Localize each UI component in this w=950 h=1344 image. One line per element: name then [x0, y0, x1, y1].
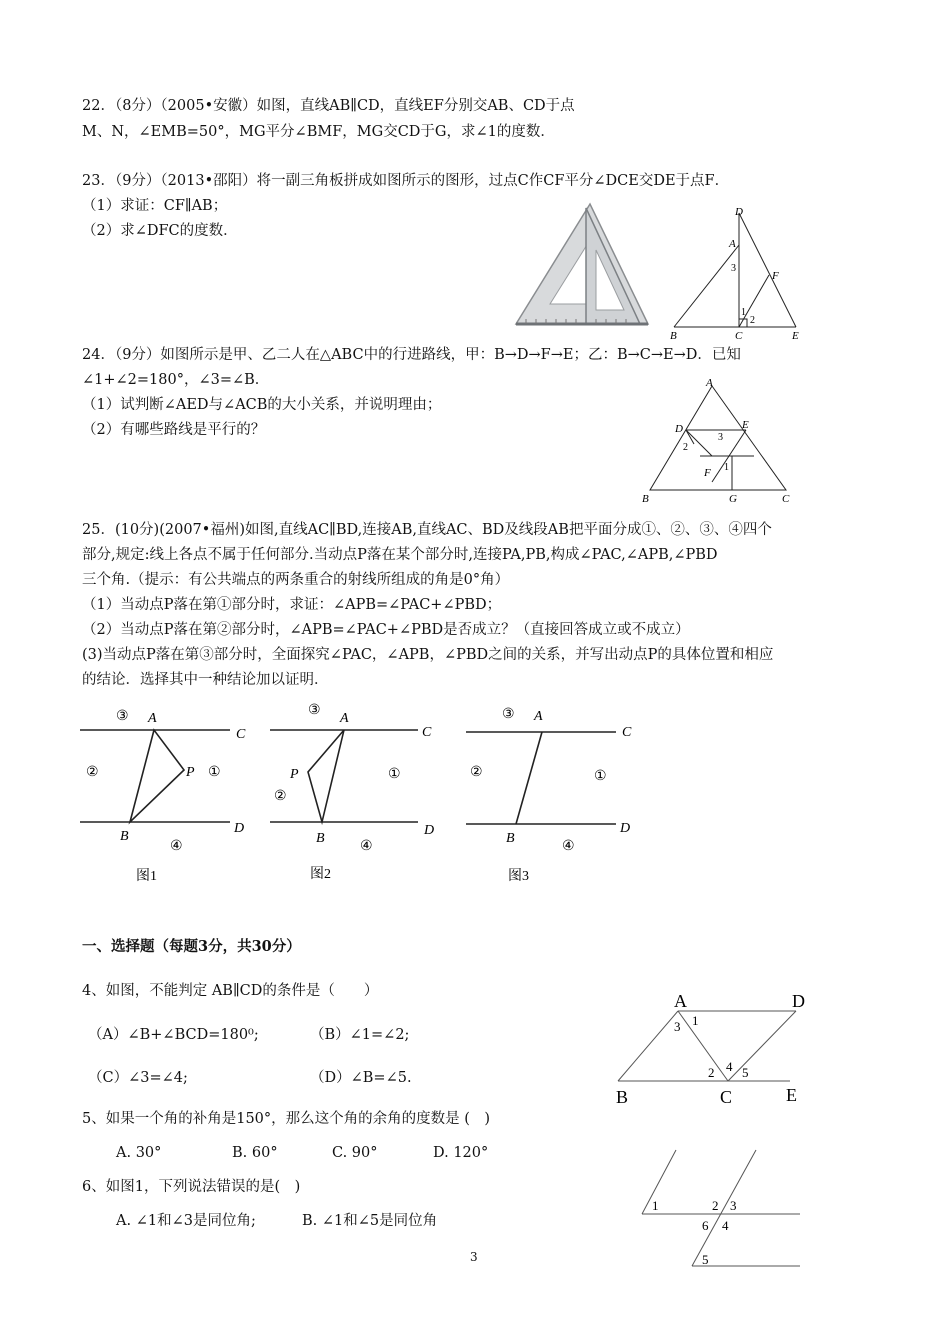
page-number: 3	[470, 1250, 478, 1264]
fig2-label-A: A	[340, 711, 349, 726]
fig2-label-B: B	[316, 831, 325, 846]
q4-option-c: （C）∠3=∠4;	[88, 1070, 188, 1086]
q4-label-A: A	[674, 991, 687, 1011]
q23-label-A: A	[729, 238, 736, 250]
q25-figure-1	[78, 700, 258, 890]
q4-option-b: （B）∠1=∠2;	[310, 1027, 410, 1043]
q23-label-3: 3	[731, 263, 736, 274]
fig3-region-4: ④	[562, 839, 575, 854]
q5-option-a: A. 30°	[116, 1145, 162, 1161]
fig3-label-C: C	[622, 725, 632, 740]
q24-sub1: （1）试判断∠AED与∠ACB的大小关系，并说明理由；	[82, 397, 442, 413]
q4-stem: 4、如图，不能判定 AB∥CD的条件是（ ）	[82, 983, 379, 999]
q25-line3: 三个角.（提示：有公共端点的两条重合的射线所组成的角是0°角）	[82, 572, 510, 588]
fig1-label-B: B	[120, 829, 129, 844]
q5-option-b: B. 60°	[232, 1145, 278, 1161]
q24-sub2: （2）有哪些路线是平行的？	[82, 422, 266, 438]
fig3-label-B: B	[506, 831, 515, 846]
q4-label-4: 4	[726, 1059, 733, 1074]
q4-label-E: E	[786, 1085, 797, 1105]
q4-label-C: C	[720, 1087, 733, 1107]
q24-label-D: D	[675, 423, 683, 435]
fig1-region-1: ①	[208, 765, 221, 780]
q23-label-1: 1	[741, 307, 746, 318]
fig1-label-D: D	[234, 821, 245, 836]
fig2-label-P: P	[290, 767, 299, 782]
q6-label-2: 2	[712, 1198, 719, 1213]
q4-label-B: B	[616, 1087, 629, 1107]
q24-line1: 24．（9分）如图所示是甲、乙二人在△ABC中的行进路线，甲：B→D→F→E；乙：B→C→E→D．已知	[82, 347, 741, 363]
fig3-label-D: D	[620, 821, 631, 836]
q4-option-a: （A）∠B+∠BCD=180⁰;	[88, 1027, 259, 1043]
q22-line1: 22．（8分）（2005•安徽）如图，直线AB∥CD，直线EF分别交AB、CD于点	[82, 98, 575, 114]
q23-label-E: E	[792, 330, 799, 342]
q6-label-5: 5	[702, 1252, 709, 1267]
fig3-caption: 图3	[508, 869, 529, 884]
q6-label-3: 3	[730, 1198, 737, 1213]
q25-sub3: (3)当动点P落在第③部分时，全面探究∠PAC，∠APB，∠PBD之间的关系，并写出动点P的具体位置和相应	[82, 647, 774, 663]
q6-stem: 6、如图1，下列说法错误的是( )	[82, 1179, 301, 1195]
q23-label-2: 2	[750, 315, 755, 326]
q6-option-b: B. ∠1和∠5是同位角	[302, 1213, 438, 1229]
q6-label-4: 4	[722, 1218, 729, 1233]
q25-line2: 部分,规定:线上各点不属于任何部分.当动点P落在某个部分时,连接PA,PB,构成∠PAC,∠APB,∠PBD	[82, 547, 718, 563]
fig2-label-C: C	[422, 725, 432, 740]
q5-stem: 5、如果一个角的补角是150°，那么这个角的余角的度数是 ( )	[82, 1111, 491, 1127]
fig1-label-P: P	[186, 765, 195, 780]
fig2-region-2: ②	[274, 789, 287, 804]
q25-figure-2	[266, 700, 446, 890]
q22-line2: M、N，∠EMB=50°，MG平分∠BMF，MG交CD于G，求∠1的度数．	[82, 124, 555, 140]
set-square-photo	[512, 200, 652, 330]
q25-sub2: （2）当动点P落在第②部分时，∠APB=∠PAC+∠PBD是否成立？（直接回答成立或不成立）	[82, 622, 690, 638]
fig2-label-D: D	[424, 823, 435, 838]
q4-figure	[610, 985, 820, 1110]
fig1-label-A: A	[148, 711, 157, 726]
q6-option-a: A. ∠1和∠3是同位角;	[116, 1213, 256, 1229]
q6-label-6: 6	[702, 1218, 709, 1233]
fig2-region-1: ①	[388, 767, 401, 782]
q24-label-B: B	[642, 493, 649, 505]
q24-line2: ∠1+∠2=180°，∠3=∠B．	[82, 372, 270, 388]
fig3-region-3: ③	[502, 707, 515, 722]
q25-sub1: （1）当动点P落在第①部分时，求证：∠APB=∠PAC+∠PBD；	[82, 597, 502, 613]
q25-figure-3	[464, 700, 644, 890]
q23-label-D: D	[735, 206, 743, 218]
q24-figure	[636, 372, 796, 508]
q6-label-1: 1	[652, 1198, 659, 1213]
q6-figure	[636, 1148, 806, 1270]
q24-label-1: 1	[724, 462, 729, 473]
fig1-region-3: ③	[116, 709, 129, 724]
fig3-region-2: ②	[470, 765, 483, 780]
q24-label-A: A	[706, 377, 713, 389]
q4-label-2: 2	[708, 1065, 715, 1080]
section-title: 一、选择题（每题3分，共30分）	[82, 938, 301, 955]
q24-label-2: 2	[683, 442, 688, 453]
q4-label-D: D	[792, 991, 805, 1011]
fig1-region-4: ④	[170, 839, 183, 854]
q5-option-c: C. 90°	[332, 1145, 378, 1161]
fig3-region-1: ①	[594, 769, 607, 784]
q25-sub4: 的结论．选择其中一种结论加以证明．	[82, 672, 329, 688]
q23-figure	[666, 203, 806, 343]
fig1-caption: 图1	[136, 869, 157, 884]
fig2-caption: 图2	[310, 867, 331, 882]
q23-line1: 23．（9分）（2013•邵阳）将一副三角板拼成如图所示的图形，过点C作CF平分∠DCE交DE于点F．	[82, 173, 730, 189]
q25-line1: 25．(10分)(2007•福州)如图,直线AC∥BD,连接AB,直线AC、BD及线段AB把平面分成①、②、③、④四个	[82, 522, 772, 538]
q23-label-B: B	[670, 330, 677, 342]
fig2-region-4: ④	[360, 839, 373, 854]
q23-label-F: F	[772, 270, 779, 282]
q24-label-3: 3	[718, 432, 723, 443]
q24-label-G: G	[729, 493, 737, 505]
q24-label-C: C	[782, 493, 790, 505]
q24-label-F: F	[704, 467, 711, 479]
q23-sub2: （2）求∠DFC的度数．	[82, 223, 238, 239]
fig1-label-C: C	[236, 727, 246, 742]
q4-label-3: 3	[674, 1019, 681, 1034]
q24-label-E: E	[742, 419, 749, 431]
q23-sub1: （1）求证：CF∥AB；	[82, 198, 228, 214]
fig3-label-A: A	[534, 709, 543, 724]
fig2-region-3: ③	[308, 703, 321, 718]
q4-label-5: 5	[742, 1065, 749, 1080]
q23-label-C: C	[735, 330, 743, 342]
fig1-region-2: ②	[86, 765, 99, 780]
q5-option-d: D. 120°	[433, 1145, 489, 1161]
q4-option-d: （D）∠B=∠5.	[310, 1070, 412, 1086]
q4-label-1: 1	[692, 1013, 699, 1028]
